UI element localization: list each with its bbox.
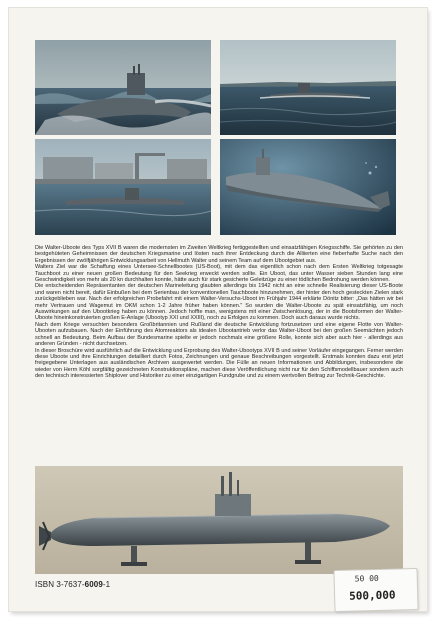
submarine-surfaced-painting bbox=[220, 40, 396, 135]
paragraph: Walters Ziel war die Schaffung eines Untersee-Schnellbootes (US-Boot), mit dem das eigentlich schon nach dem Ersten Weltkrieg totgesagte Tauchboot zu einer neuen großen Bedeutung für den Seekrieg erweckt werden sollte. Ein Uboot, das unter Wasser sieben Stunden lang eine Geschwindigkeit von mehr als 20 kn durchhalten konnte, hätte auch für stark gesicherte Geleitzüge zu einer tödlichen Bedrohung werden können. bbox=[35, 264, 403, 284]
submarine-surfacing-painting bbox=[35, 40, 211, 135]
description-text bbox=[35, 245, 403, 380]
submarine-underwater-painting bbox=[220, 139, 396, 235]
isbn bbox=[35, 580, 110, 589]
paragraph: In dieser Broschüre wird ausführlich auf die Entwicklung und Erprobung des Walter-Ubootyps XVII B und seiner Vorläufer eingegangen. Ferner werden diese Uboote und ihre Einrichtungen detailliert durch Fotos, Zeichnungen und genaue Beschreibungen vorgestellt. Erstmals konnten dazu erst jetzt freigegebene Unterlagen aus ausländischen Archiven ausgewertet werden. Die Fülle an neuen Informationen und Abbildungen, insbesondere die wieder von Herrn Köhl sorgfältig gezeichneten Konstruktionspläne, machen diese Veröffentlichung nicht nur für den Schiffsmodellbauer sondern auch den technisch interessierten Shiplover und Historiker zu einer einzigartigen Fundgrube und zu einem wertvollen Beitrag zur Technik-Geschichte. bbox=[35, 347, 403, 380]
isbn-suffix: -1 bbox=[102, 580, 111, 589]
price-large: 500,000 bbox=[348, 588, 396, 603]
paragraph: Nach dem Kriege versuchten besonders Großbritannien und Rußland die deutsche Entwicklung fortzusetzen und eine eigene Flotte von Walter-Ubooten aufzubauen. Nach der Einführung des Atomreaktors als idealen Ubootantrieb verlor das Walter-Uboot bei den großen Seemächten jedoch schnell an Bedeutung. Beim Aufbau der Bundesmarine spielte er jedoch nochmals eine größere Rolle, konnte sich aber auch hier - allerdings aus anderen Gründen - nicht durchsetzen. bbox=[35, 321, 403, 348]
back-cover bbox=[9, 8, 427, 611]
submarine-model-photo bbox=[35, 466, 403, 574]
paragraph: Die entscheidenden Repräsentanten der deutschen Marineleitung glaubten allerdings bis 1942 nicht an eine schnelle Realisierung dieser US-Boote und waren nicht bereit, dafür Einbußen bei dem Serienbau der konventionellen Tauchboote hinzunehmen, der hinter den hoch gesteckten Zielen stark zurückgeblieben war. Nach der erfolgreichen Probefahrt mit einem Walter-Versuchs-Uboot im Frühjahr 1944 erklärte Dönitz bitter: „Das hätten wir bei mehr Vertrauen und Wagemut im OKM schon 1-2 Jahre früher haben können." So wurden die Walter-Uboote zu spät einsatzfähig, um noch Auswirkungen auf den Ubootkrieg haben zu können. Jedoch hoffte man, wenigstens mit einer Zwischenlösung, der in die Bootsformen der Walter-Uboote hineinkonstruierten großen E-Anlage (Ubootyp XXI und XXIII), noch zu Erfolgen zu kommen. Doch auch daraus wurde nichts. bbox=[35, 283, 403, 322]
price-small: 50 00 bbox=[354, 573, 379, 584]
price-sticker bbox=[333, 568, 418, 612]
isbn-prefix: ISBN 3-7637- bbox=[35, 580, 85, 589]
submarine-shipyard-painting bbox=[35, 139, 211, 235]
isbn-bold: 6009 bbox=[84, 580, 103, 589]
paragraph: Die Walter-Uboote des Typs XVII B waren die modernsten im Zweiten Weltkrieg fertiggestellten und einsatzfähigen Kriegsschiffe. Sie gehörten zu den bestgehüteten Geheimnissen der deutschen Kriegsmarine und lösten nach ihrer Entdeckung durch die Alliierten eine fieberhafte Suche nach den Ergebnissen der zwölfjährigen Entwicklungsarbeit von Hellmuth Walter und seinem Team auf dem Ubootgebiet aus. bbox=[35, 245, 403, 264]
